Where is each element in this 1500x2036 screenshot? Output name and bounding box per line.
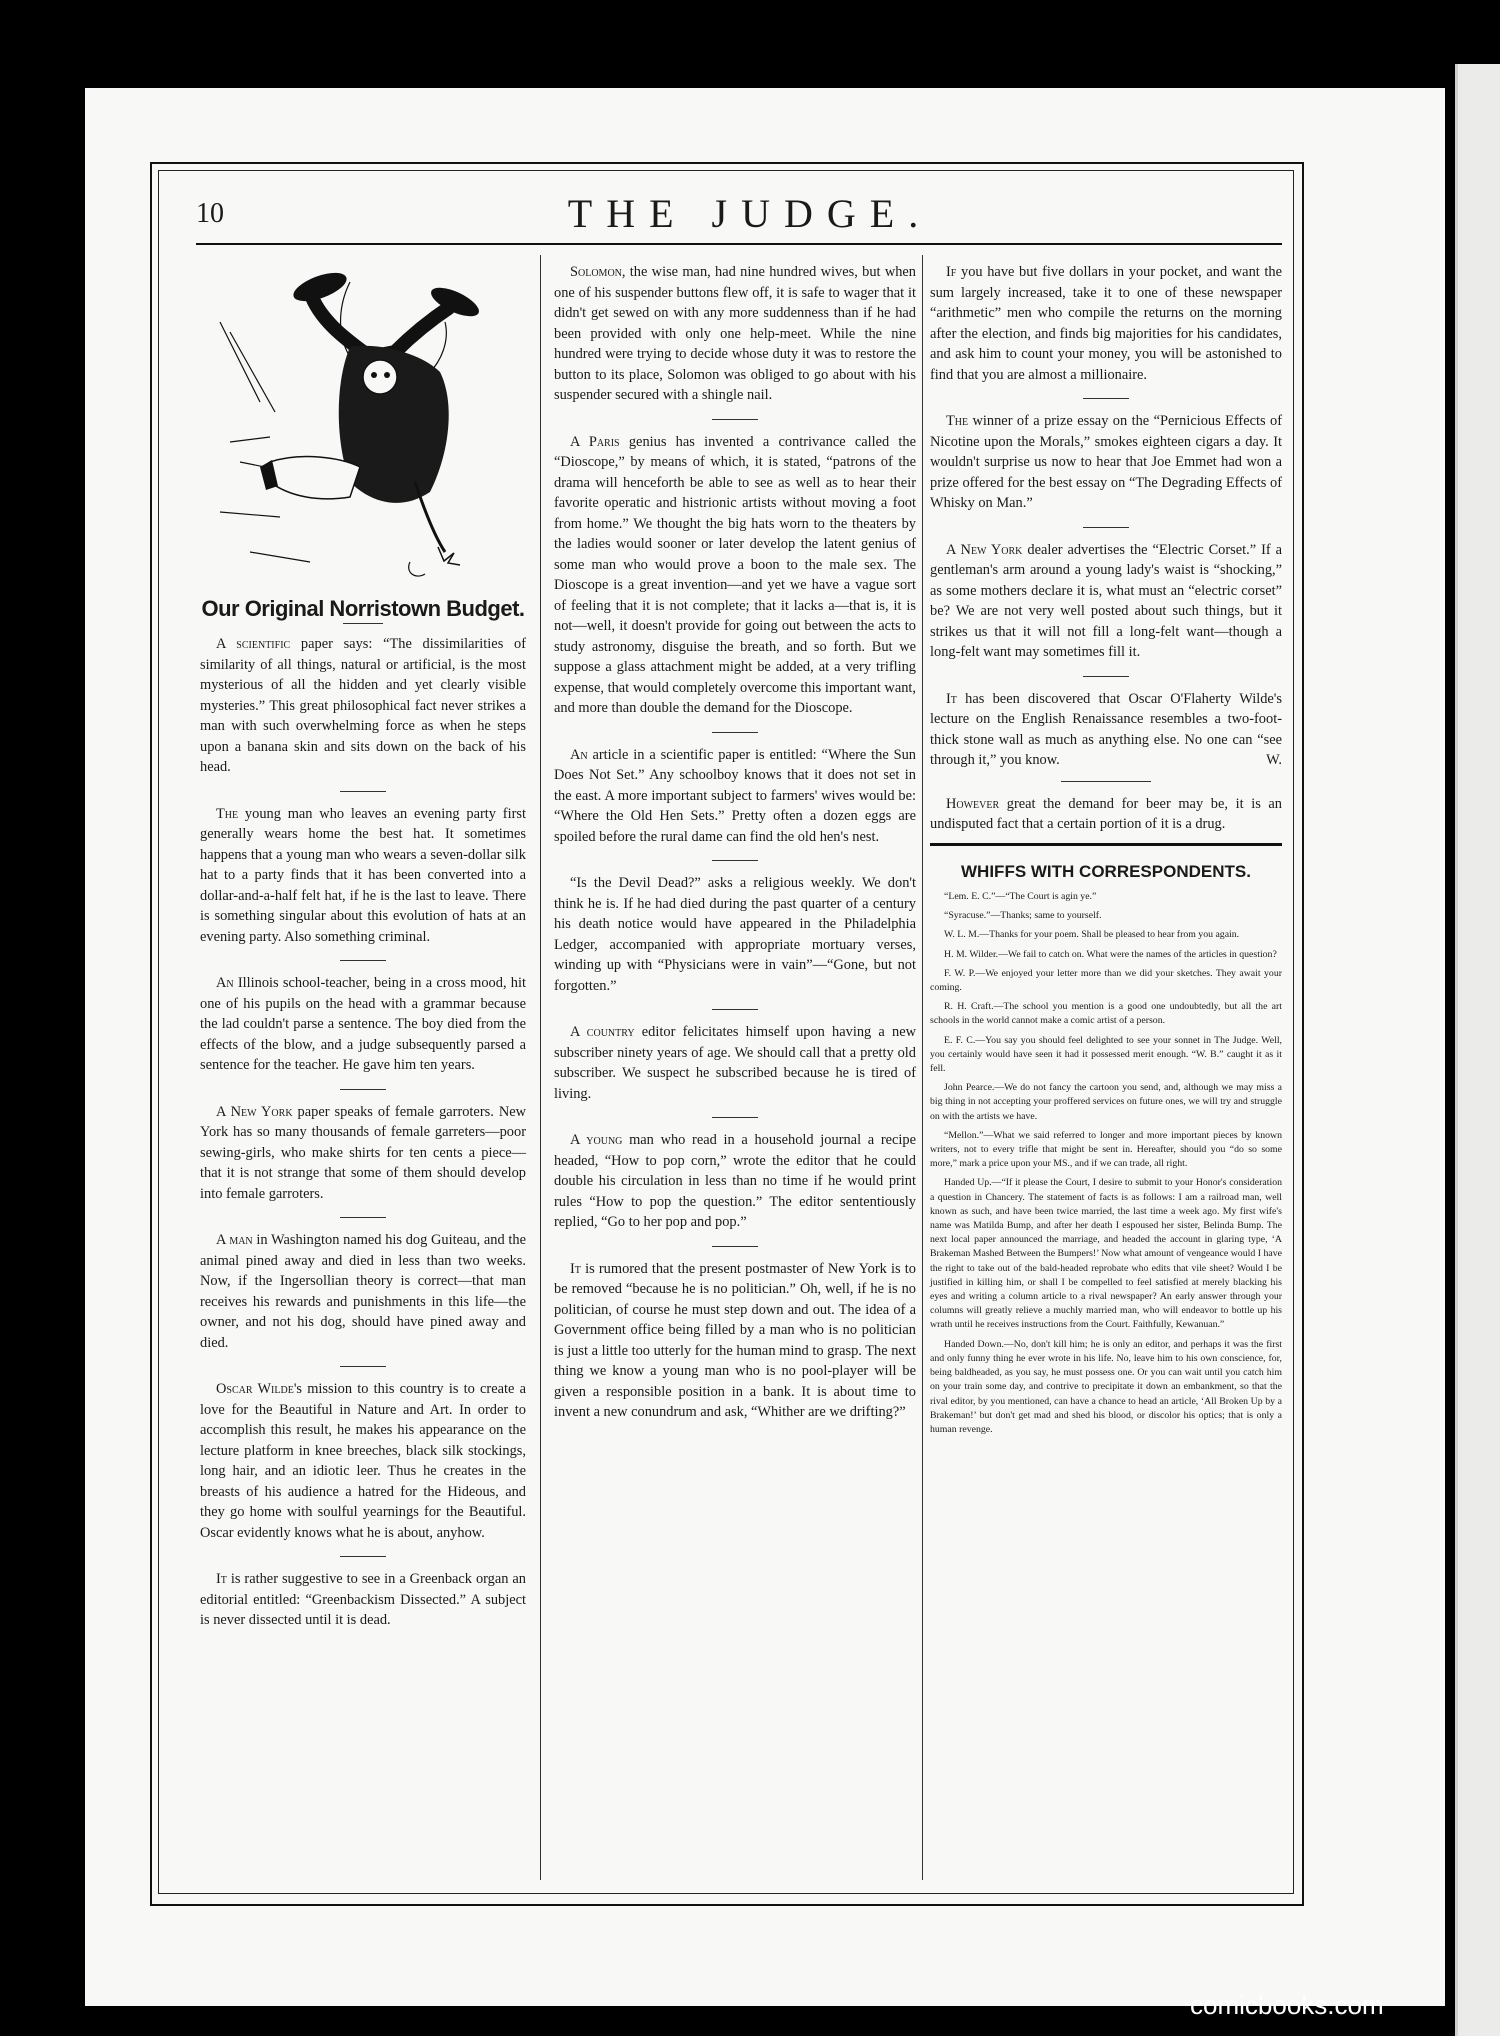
separator [712,732,758,733]
paragraph: A country editor felicitates himself upon having a new subscriber ninety years of age. We should call that a pretty old subscriber. We suspect he subscribed because he is tired of living. [554,1024,916,1102]
separator [1083,676,1129,677]
double-separator [1061,781,1151,782]
whiff-item: “Syracuse.”—Thanks; same to yourself. [944,910,1102,922]
separator [712,1009,758,1010]
whiff-item: F. W. P.—We enjoyed your letter more than we did your sketches. They await your coming. [930,967,1282,994]
separator [1083,398,1129,399]
paragraph: The winner of a prize essay on the “Pernicious Effects of Nicotine upon the Morals,” smokes eighteen cigars a day. It wouldn't surprise us now to hear that Joe Emmet had won a prize offered for the best essay on “The Degrading Effects of Whisky on Man.” [930,413,1282,511]
paragraph: It is rumored that the present postmaster of New York is to be removed “because he is no politician.” Oh, well, if he is no politician, of course he must step down and out. The idea of a Government office being filled by a man who is no politician is just a little too utterly for the human mind to grasp. The next thing we know a young man who is no pool-player will be given a responsible position in a bank. It is about time to invent a new conundrum and ask, “Whither are we drifting?” [554,1260,916,1420]
page-number: 10 [196,198,224,229]
separator [340,1556,386,1557]
adjacent-page-edge [1455,64,1500,2036]
column-2 [554,262,916,1423]
column-divider-2 [922,255,923,1880]
paragraph: Solomon, the wise man, had nine hundred wives, but when one of his suspender buttons flew off, it is safe to wager that it didn't get sewed on with any more suddenness than if he had been provided with only one help-meet. While the nine hundred were trying to decide whose duty it was to restore the button to its place, Solomon was obliged to go about with his suspender secured with a shingle nail. [554,264,916,403]
separator [340,960,386,961]
whiff-item: E. F. C.—You say you should feel delighted to see your sonnet in The Judge. Well, you certainly would have seen it had it possessed merit enough. “W. B.” caught it as it fell. [930,1034,1282,1075]
section-rule [930,843,1282,846]
separator [340,1217,386,1218]
column-3 [930,262,1282,1442]
paragraph: It is rather suggestive to see in a Greenback organ an editorial entitled: “Greenbackism Dissected.” A subject is never dissected until it is dead. [200,1571,526,1628]
masthead-title: THE JUDGE. [567,191,933,236]
separator [340,1366,386,1367]
separator [340,1089,386,1090]
paragraph: However great the demand for beer may be, it is an undisputed fact that a certain portion of it is a drug. [930,795,1282,832]
whiff-item: “Mellon.”—What we said referred to longer and more important pieces by known writers, not to every trifle that might be sent in. Hereafter, should you “do so some more,” mark a price upon your MS., and if we can trade, all right. [930,1129,1282,1170]
whiffs-title: WHIFFS WITH CORRESPONDENTS. [961,861,1251,881]
paragraph: A scientific paper says: “The dissimilarities of similarity of all things, natural or artificial, is the most mysterious of all the hidden and yet clearly visible mysteries.” This great philosophical fact never strikes a man with such overwhelming force as when he steps upon a banana skin and sits down on the back of his head. [200,636,526,775]
separator [712,1117,758,1118]
paragraph: It has been discovered that Oscar O'Flaherty Wilde's lecture on the English Renaissance resembles a two-foot-thick stone wall as much as anything else. No one can “see through it,” you know. W. [930,689,1282,771]
whiff-item: Handed Down.—No, don't kill him; he is only an editor, and perhaps it was the first and only funny thing he ever wrote in his life. No, leave him to his own conscience, for, being baldheaded, as you say, he must possess one. Or you can wait until you catch him on your train some day, and contrive to precipitate it down an embankment, so that the rival editor, by you mentioned, can have a chance to head an article, ‘All Broken Up by a Brakeman!’ but don't get mad and shed his blood, or discolor his optics; that is only a human revenge. [930,1338,1282,1435]
whiff-item: W. L. M.—Thanks for your poem. Shall be pleased to hear from you again. [944,929,1240,941]
separator [1083,527,1129,528]
watermark: comicbooks.com [1190,1990,1384,2020]
whiffs-list [930,890,1282,1437]
whiff-item: “Lem. E. C.”—“The Court is agin ye.” [944,891,1097,902]
separator [712,860,758,861]
header-rule [196,243,1282,245]
paragraph: An article in a scientific paper is entitled: “Where the Sun Does Not Set.” Any schoolboy knows that it does not set in the east. A more important subject to farmers' wives would be: “Where the Old Hen Sets.” Pretty often a dozen eggs are spoiled before the rural dame can find the old hen's nest. [554,746,916,845]
column-1 [200,262,526,1631]
paragraph: If you have but five dollars in your pocket, and want the sum largely increased, take it to one of these newspaper “arithmetic” men who compile the returns on the morning after the election, and finds big majorities for his candidates, and ask him to count your money, you will be astonished to find that you are almost a millionaire. [930,264,1282,383]
paragraph: A New York dealer advertises the “Electric Corset.” If a gentleman's arm around a young lady's waist is “shocking,” as some mothers declare it is, what must an “electric corset” be? We are not very well posted about such things, but it strikes us that it will not fill a long-felt want—though a long-felt want may sometimes fill it. [930,541,1282,660]
section-title: Our Original Norristown Budget. [201,595,525,621]
paragraph: A New York paper speaks of female garroters. New York has so many thousands of female garreters—poor sewing-girls, who make shirts for ten cents a piece—that it is not strange that some of them should develop into female garroters. [200,1103,526,1202]
title-rule [343,623,383,624]
signature: W. [1266,752,1282,768]
column-divider-1 [540,255,541,1880]
separator [712,1246,758,1247]
separator [340,791,386,792]
whiff-item: R. H. Craft.—The school you mention is a good one undoubtedly, but all the art schools in the world cannot make a comic artist of a person. [930,1001,1282,1027]
paragraph: A young man who read in a household journal a recipe headed, “How to pop corn,” wrote the editor that he could double his circulation in less than no time if he would print rules “How to pop the question.” The editor sententiously replied, “Go to her pop and pop.” [554,1132,916,1230]
paragraph: A Paris genius has invented a contrivance called the “Dioscope,” by means of which, it is stated, “patrons of the drama will henceforth be able to see as well as to hear their favorite operatic and histrionic artists without moving a foot from home.” We thought the big hats worn to the theaters by the ladies would sooner or later develop the latent genius of some man who would prove a boon to the male sex. The Dioscope is a great invention—and yet we have a vague sort of feeling that it is not complete; that it lacks a—that is, it is not—well, it doesn't provide for going out between the acts to study astronomy, disguise the breath, and so forth. But we suppose a glass attachment might be added, at a very trifling expense, that would completely overcome this important want, and more than double the demand for the Dioscope. [554,433,916,716]
paragraph: “Is the Devil Dead?” asks a religious weekly. We don't think he is. If he had died during the past quarter of a century his death notice would have appeared in the Philadelphia Ledger, accompanied with appropriate mortuary verses, winding up with “Physicians were in vain”—“Gone, but not forgotten.” [554,875,916,994]
whiff-item: John Pearce.—We do not fancy the cartoon you send, and, although we may miss a big thing in not accepting your proffered services on future ones, we will try and struggle on with the artists we have. [930,1082,1282,1122]
paragraph: The young man who leaves an evening party first generally wears home the best hat. It sometimes happens that a young man who wears a seven-dollar silk hat to a party finds that it has been converted into a dollar-and-a-half felt hat, if he is the last to leave. There is something singular about this evolution of hats at an evening party. Also something criminal. [200,805,526,945]
paragraph: An Illinois school-teacher, being in a cross mood, hit one of his pupils on the head with a grammar because the lad couldn't parse a sentence. The boy died from the effects of the blow, and a judge subsequently parsed a sentence for the teacher. He gave him ten years. [200,975,526,1073]
falling-man-illustration [200,262,526,584]
whiff-item: H. M. Wilder.—We fail to catch on. What were the names of the articles in question? [944,948,1277,960]
paragraph: Oscar Wilde's mission to this country is to create a love for the Beautiful in Nature and Art. In order to accomplish this result, he makes his appearance on the lecture platform in knee breeches, black silk stockings, long hair, and an idiotic leer. Thus he creates in the breasts of his audience a hatred for the Hideous, and they go home with soulful yearnings for the Beautiful. Oscar evidently knows what he is about, anyhow. [200,1381,526,1541]
paragraph: A man in Washington named his dog Guiteau, and the animal pined away and died in less than two weeks. Now, if the Ingersollian theory is correct—that man receives his rewards and punishments in this life—the owner, and not his dog, should have pined away and died. [200,1232,526,1351]
whiff-item: Handed Up.—“If it please the Court, I desire to submit to your Honor's consideration a question in Chancery. The statement of facts is as follows: I am a railroad man, well known as such, and have been twice married, the last time a week ago. My first wife's name was Matilda Bump, and after her death I espoused her sister, Belinda Bump. The next local paper announced the marriage, and headed the account in glaring type, ‘A Brakeman Mashed Between the Bumpers!’ Now what amount of vengeance would I have the right to take out of the bald-headed reprobate who edits that vile sheet? Would I be justified in killing him, or shall I be compelled to feel satisfied at merely blacking his eyes and writing a column article to a rival newspaper? An early answer through your columns will greatly relieve a muchly married man, who will endeavor to bottle up his wrath until he receives instructions from the Court. Faithfully, Kewanuan.” [930,1177,1282,1331]
separator [712,419,758,420]
